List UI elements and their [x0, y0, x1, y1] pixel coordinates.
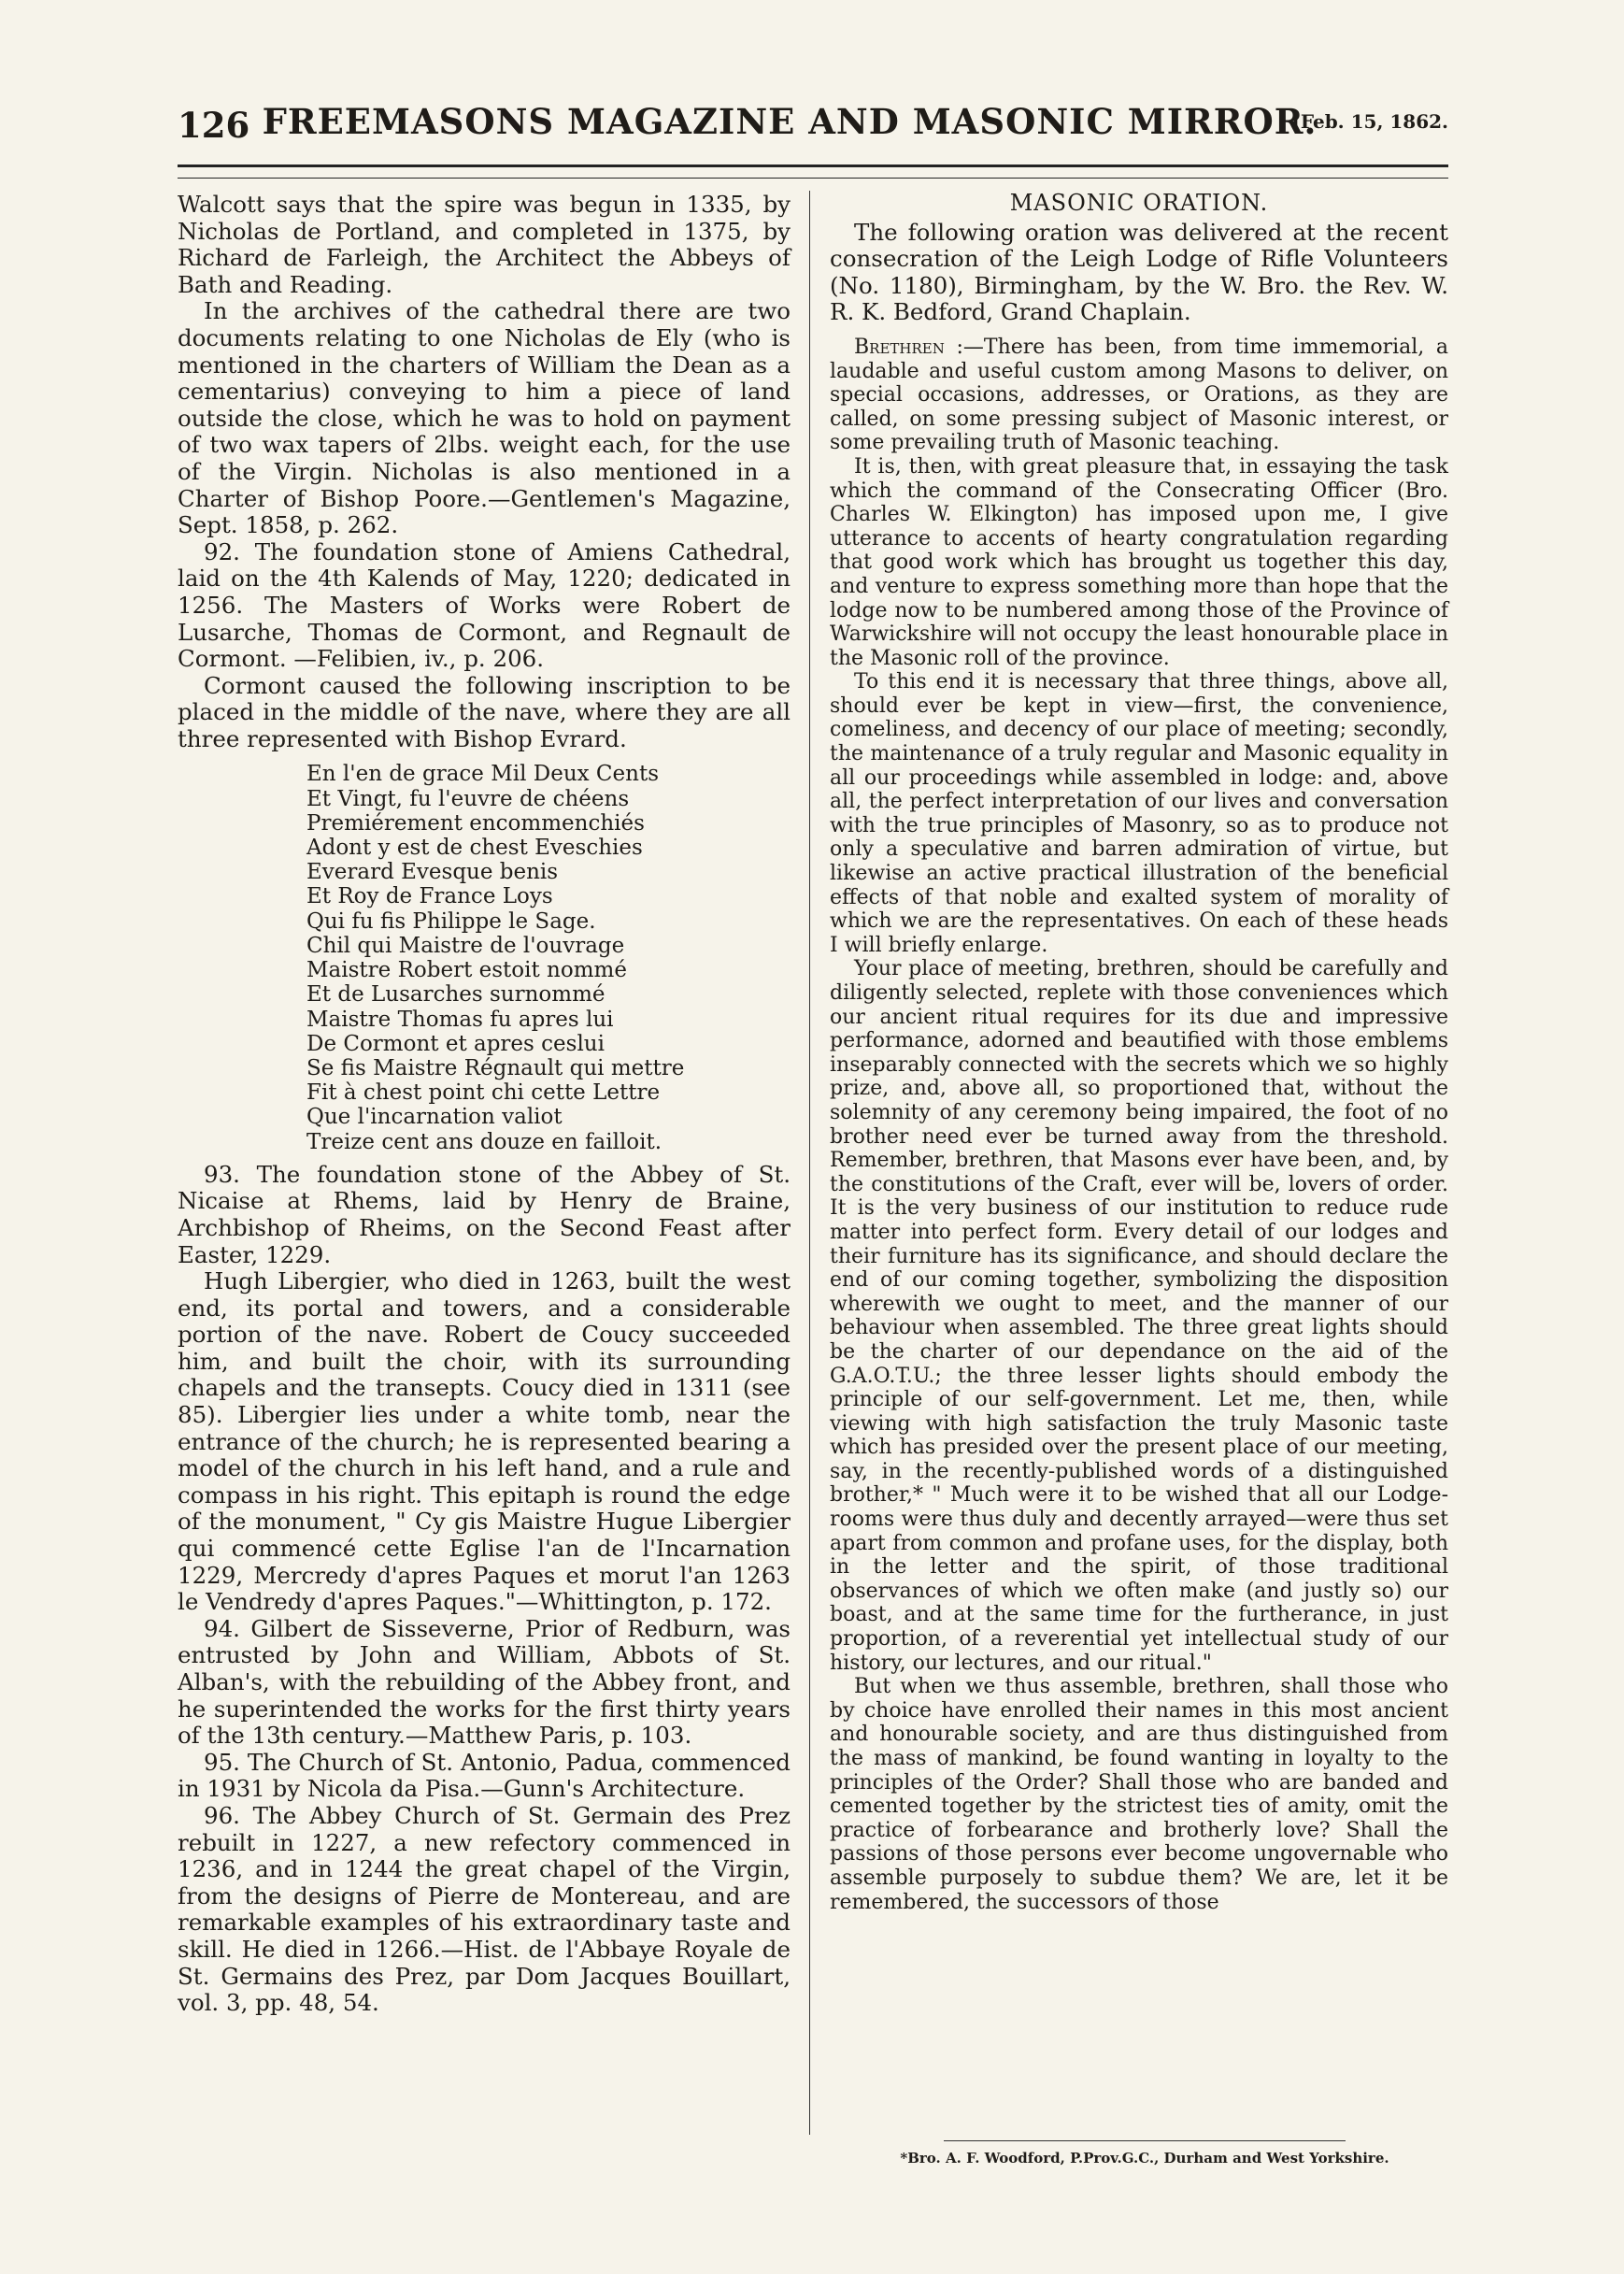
poem-line: Adont y est de chest Eveschies: [306, 836, 643, 861]
paragraph: Your place of meeting, brethren, should be carefully and diligently selected, replete with those conveniences which our ancient ritual requires for its due and impressive performance, adorned and beautified with those emblems inseparably connected with the secrets which we so highly prize, and, above all, so proportioned that, without the solemnity of any ceremony being impaired, the foot of no brother need ever be turned away from the threshold. Remember, brethren, that Masons ever have been, and, by the constitutions of the Craft, ever will be, lovers of order. It is the very business of our institution to reduce rude matter into perfect form. Every detail of our lodges and their furniture has its significance, and should declare the end of our coming together, symbolizing the disposition wherewith we ought to meet, and the manner of our behaviour when assembled. The three great lights should be the charter of our dependance on the aid of the G.A.O.T.U.; the three lesser lights should embody the principle of our self-government. Let me, then, while viewing with high satisfaction the truly Masonic taste which has presided over the present place of our meeting, say, in the recently-published words of a distinguished brother,* " Much were it to be wished that all our Lodge-rooms were thus duly and decently arrayed—were thus set apart from common and profane uses, for the display, both in the letter and the spirit, of those traditional observances of which we often make (and justly so) our boast, and at the same time for the furtherance, in just proportion, of a reverential yet intellectual study of our history, our lectures, and our ritual.": [830, 957, 1448, 1675]
header-rule-thick: [178, 164, 1448, 167]
poem-line: Et de Lusarches surnommé: [306, 982, 605, 1008]
paragraph: In the archives of the cathedral there are two documents relating to one Nicholas de Ely (who is mentioned in the charters of William the Dean as a cementarius) conveying to him a piece of land outside the close, which he was to hold on payment of two wax tapers of 2lbs. weight each, for the use of the Virgin. Nicholas is also mentioned in a Charter of Bishop Poore.—Gentlemen's Magazine, Sept. 1858, p. 262.: [178, 297, 791, 539]
poem-line: Et Roy de France Loys: [306, 884, 553, 909]
poem-line: Everard Evesque benis: [306, 860, 559, 885]
paragraph: Hugh Libergier, who died in 1263, built the west end, its portal and towers, and a considerable portion of the nave. Robert de Coucy succeeded him, and built the choir, with its surrounding chapels and the transepts. Coucy died in 1311 (see 85). Libergier lies under a white tomb, near the entrance of the church; he is represented bearing a model of the church in his left hand, and a rule and compass in his right. This epitaph is round the edge of the monument, " Cy gis Maistre Hugue Libergier qui commencé cette Eglise l'an de l'Incarnation 1229, Mercredy d'apres Paques et morut l'an 1263 le Vendredy d'apres Paques."—Whittington, p. 172.: [178, 1267, 791, 1616]
poem-line: Que l'incarnation valiot: [306, 1105, 563, 1130]
issue-date: [Feb. 15, 1862.: [1291, 110, 1448, 133]
paragraph: Cormont caused the following inscription to be placed in the middle of the nave, where they are all three represented with Bishop Evrard.: [178, 671, 791, 752]
paragraph: It is, then, with great pleasure that, in essaying the task which the command of the Consecrating Officer (Bro. Charles W. Elkington) has imposed upon me, I give utterance to accents of hearty congratulation regarding that good work which has brought us together this day, and venture to express something more than hope that the lodge now to be numbered among those of the Province of Warwickshire will not occupy the least honourable place in the Masonic roll of the province.: [830, 454, 1448, 670]
paragraph: 94. Gilbert de Sisseverne, Prior of Redburn, was entrusted by John and William, Abbots of St. Alban's, with the rebuilding of the Abbey front, and he superintended the works for the first thirty years of the 13th century.—Matthew Paris, p. 103.: [178, 1614, 791, 1750]
paragraph: 92. The foundation stone of Amiens Cathedral, laid on the 4th Kalends of May, 1220; dedicated in 1256. The Masters of Works were Robert de Lusarche, Thomas de Cormont, and Regnault de Cormont. —Felibien, iv., p. 206.: [178, 537, 791, 673]
left-column: [178, 192, 791, 2017]
poem-line: Maistre Thomas fu apres lui: [306, 1007, 614, 1032]
header-rule-thin: [178, 178, 1448, 179]
poem-line: Se fis Maistre Régnault qui mettre: [306, 1055, 685, 1080]
poem-line: Fit à chest point chi cette Lettre: [306, 1080, 661, 1106]
paragraph: To this end it is necessary that three things, above all, should ever be kept in view—first, the convenience, comeliness, and decency of our place of meeting; secondly, the maintenance of a truly regular and Masonic equality in all our proceedings while assembled in lodge: and, above all, the perfect interpretation of our lives and conversation with the true principles of Masonry, so as to produce not only a speculative and barren admiration of virtue, but likewise an active practical illustration of the beneficial effects of that noble and exalted system of morality of which we are the representatives. On each of these heads I will briefly enlarge.: [830, 670, 1448, 957]
paragraph: 95. The Church of St. Antonio, Padua, commenced in 1931 by Nicola da Pisa.—Gunn's Architecture.: [178, 1748, 791, 1803]
footnote: *Bro. A. F. Woodford, P.Prov.G.C., Durham and West Yorkshire.: [900, 2150, 1389, 2167]
paragraph: [830, 336, 1448, 455]
footnote-rule: [944, 2140, 1346, 2141]
poem-line: Qui fu fis Philippe le Sage.: [306, 908, 596, 934]
poem-line: Premiérement encommenchiés: [306, 810, 645, 836]
page-number: 126: [178, 105, 250, 146]
paragraph-text: :—There has been, from time immemorial, a laudable and useful custom among Masons to deliver, on special occasions, addresses, or Orations, as they are called, on some pressing subject of Masonic interest, or some prevailing truth of Masonic teaching.: [830, 335, 1448, 455]
poem-line: Chil qui Maistre de l'ouvrage: [306, 933, 625, 958]
paragraph: 96. The Abbey Church of St. Germain des Prez rebuilt in 1227, a new refectory commenced in 1236, and in 1244 the great chapel of the Virgin, from the designs of Pierre de Montereau, and are remarkable examples of his extraordinary taste and skill. He died in 1266.—Hist. de l'Abbaye Royale de St. Germains des Prez, par Dom Jacques Bouillart, vol. 3, pp. 48, 54.: [178, 1801, 791, 2017]
paragraph: 93. The foundation stone of the Abbey of St. Nicaise at Rhems, laid by Henry de Braine, Archbishop of Rheims, on the Second Feast after Easter, 1229.: [178, 1160, 791, 1268]
poem-line: Et Vingt, fu l'euvre de chéens: [306, 786, 630, 811]
paragraph: Walcott says that the spire was begun in 1335, by Nicholas de Portland, and completed in 1375, by Richard de Farleigh, the Architect the Abbeys of Bath and Reading.: [178, 191, 791, 298]
section-title: MASONIC ORATION.: [1009, 190, 1269, 216]
page-header: [178, 101, 1448, 159]
paragraph: But when we thus assemble, brethren, shall those who by choice have enrolled their names in this most ancient and honourable society, and are thus distinguished from the mass of mankind, be found wanting in loyalty to the principles of the Order? Shall those who are banded and cemented together by the strictest ties of amity, omit the practice of forbearance and brotherly love? Shall the passions of those persons ever become ungovernable who assemble purposely to subdue them? We are, let it be remembered, the successors of those: [830, 1675, 1448, 1914]
column-divider: [809, 191, 810, 2135]
inscription-poem: [306, 762, 791, 1153]
poem-line: Treize cent ans douze en failloit.: [306, 1129, 662, 1154]
magazine-title: FREEMASONS MAGAZINE AND MASONIC MIRROR.: [262, 101, 1318, 142]
poem-line: En l'en de grace Mil Deux Cents: [306, 762, 659, 787]
poem-line: De Cormont et apres ceslui: [306, 1031, 605, 1056]
right-column: [830, 192, 1448, 1914]
intro-paragraph: The following oration was delivered at the recent consecration of the Leigh Lodge of Rifle Volunteers (No. 1180), Birmingham, by the W. Bro. the Rev. W. R. K. Bedford, Grand Chaplain.: [830, 218, 1448, 326]
poem-line: Maistre Robert estoit nommé: [306, 958, 627, 983]
salutation: Brethren: [854, 335, 945, 359]
